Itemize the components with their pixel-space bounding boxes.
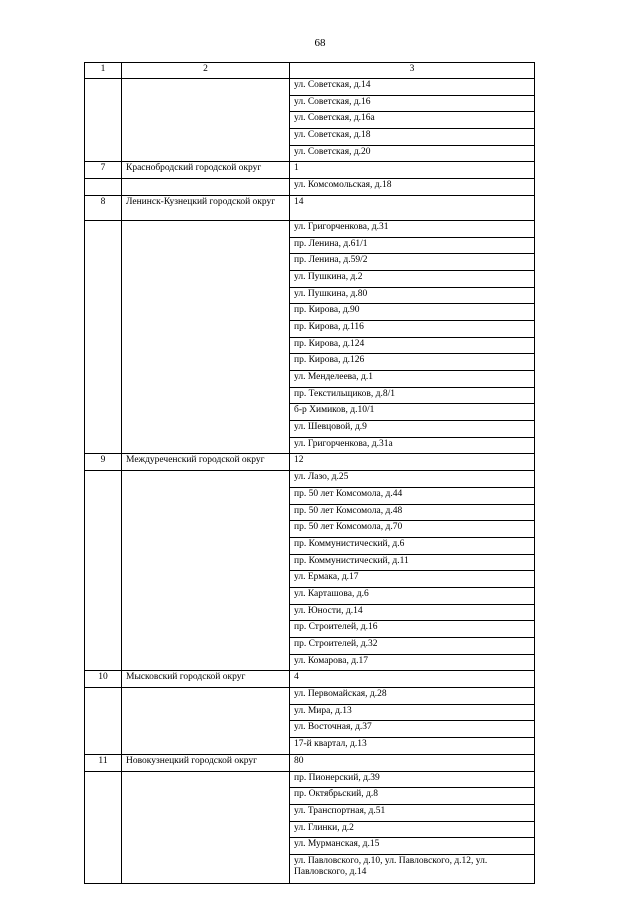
address-cell: пр. Кирова, д.90 [290, 304, 535, 321]
address-cell: ул. Советская, д.16 [290, 95, 535, 112]
address-cell: ул. Карташова, д.6 [290, 587, 535, 604]
address-cell: пр. Кирова, д.116 [290, 320, 535, 337]
empty-cell [122, 688, 290, 755]
table-row [85, 754, 535, 771]
row-number: 7 [85, 162, 122, 179]
address-cell: ул. Советская, д.18 [290, 129, 535, 146]
address-cell: пр. Кирова, д.126 [290, 354, 535, 371]
address-cell: ул. Григорченкова, д.31 [290, 220, 535, 237]
address-cell: ул. Первомайская, д.28 [290, 688, 535, 705]
address-cell: ул. Советская, д.14 [290, 79, 535, 96]
column-header: 2 [122, 63, 290, 79]
address-cell: пр. Ленина, д.59/2 [290, 254, 535, 271]
address-cell: ул. Мурманская, д.15 [290, 838, 535, 855]
header-row [85, 63, 535, 79]
address-cell: ул. Павловского, д.10, ул. Павловского, д.12, ул. Павловского, д.14 [290, 854, 535, 883]
table-row [85, 162, 535, 179]
address-cell: пр. Коммунистический, д.11 [290, 554, 535, 571]
column-header: 1 [85, 63, 122, 79]
address-cell: ул. Пушкина, д.80 [290, 287, 535, 304]
address-cell: пр. Строителей, д.16 [290, 621, 535, 638]
address-cell: ул. Ермака, д.17 [290, 571, 535, 588]
empty-cell [122, 79, 290, 162]
table-row [85, 671, 535, 688]
municipality-name: Краснобродский городской округ [122, 162, 290, 179]
column-header: 3 [290, 63, 535, 79]
address-count: 4 [290, 671, 535, 688]
address-cell: пр. Пионерский, д.39 [290, 771, 535, 788]
table-row [85, 688, 535, 705]
address-cell: пр. Текстильщиков, д.8/1 [290, 387, 535, 404]
empty-cell [122, 220, 290, 454]
table-row [85, 454, 535, 471]
empty-cell [122, 771, 290, 883]
address-cell: ул. Комарова, д.17 [290, 654, 535, 671]
empty-cell [122, 471, 290, 671]
address-cell: пр. Коммунистический, д.6 [290, 537, 535, 554]
address-cell: ул. Юности, д.14 [290, 604, 535, 621]
address-cell: пр. Строителей, д.32 [290, 638, 535, 655]
municipality-name: Новокузнецкий городской округ [122, 754, 290, 771]
table-row [85, 771, 535, 788]
address-cell: ул. Мира, д.13 [290, 704, 535, 721]
row-number: 8 [85, 195, 122, 220]
table-row [85, 79, 535, 96]
address-cell: 17-й квартал, д.13 [290, 738, 535, 755]
address-cell: ул. Григорченкова, д.31а [290, 437, 535, 454]
address-cell: ул. Восточная, д.37 [290, 721, 535, 738]
page-number: 68 [314, 37, 326, 49]
empty-cell [85, 688, 122, 755]
address-cell: пр. 50 лет Комсомола, д.48 [290, 504, 535, 521]
address-table [84, 62, 535, 884]
table-row [85, 220, 535, 237]
address-cell: ул. Менделеева, д.1 [290, 371, 535, 388]
address-cell: ул. Советская, д.20 [290, 145, 535, 162]
row-number: 10 [85, 671, 122, 688]
address-cell: пр. 50 лет Комсомола, д.44 [290, 487, 535, 504]
empty-cell [85, 79, 122, 162]
address-cell: ул. Шевцовой, д.9 [290, 421, 535, 438]
address-count: 1 [290, 162, 535, 179]
address-cell: б-р Химиков, д.10/1 [290, 404, 535, 421]
empty-cell [85, 771, 122, 883]
address-count: 12 [290, 454, 535, 471]
municipality-name: Ленинск-Кузнецкий городской округ [122, 195, 290, 220]
empty-cell [85, 220, 122, 454]
address-cell: пр. Кирова, д.124 [290, 337, 535, 354]
row-number: 9 [85, 454, 122, 471]
empty-cell [85, 179, 122, 196]
address-cell: пр. Ленина, д.61/1 [290, 237, 535, 254]
municipality-name: Мысковский городской округ [122, 671, 290, 688]
address-cell: ул. Пушкина, д.2 [290, 270, 535, 287]
empty-cell [85, 471, 122, 671]
address-cell: ул. Комсомольская, д.18 [290, 179, 535, 196]
address-cell: пр. Октябрьский, д.8 [290, 788, 535, 805]
address-cell: ул. Лазо, д.25 [290, 471, 535, 488]
table-row [85, 471, 535, 488]
table-row [85, 195, 535, 220]
address-cell: ул. Транспортная, д.51 [290, 804, 535, 821]
address-cell: ул. Советская, д.16а [290, 112, 535, 129]
address-cell: пр. 50 лет Комсомола, д.70 [290, 521, 535, 538]
empty-cell [122, 179, 290, 196]
municipality-name: Междуреченский городской округ [122, 454, 290, 471]
address-count: 80 [290, 754, 535, 771]
address-cell: ул. Глинки, д.2 [290, 821, 535, 838]
row-number: 11 [85, 754, 122, 771]
table-row [85, 179, 535, 196]
address-count: 14 [290, 195, 535, 220]
